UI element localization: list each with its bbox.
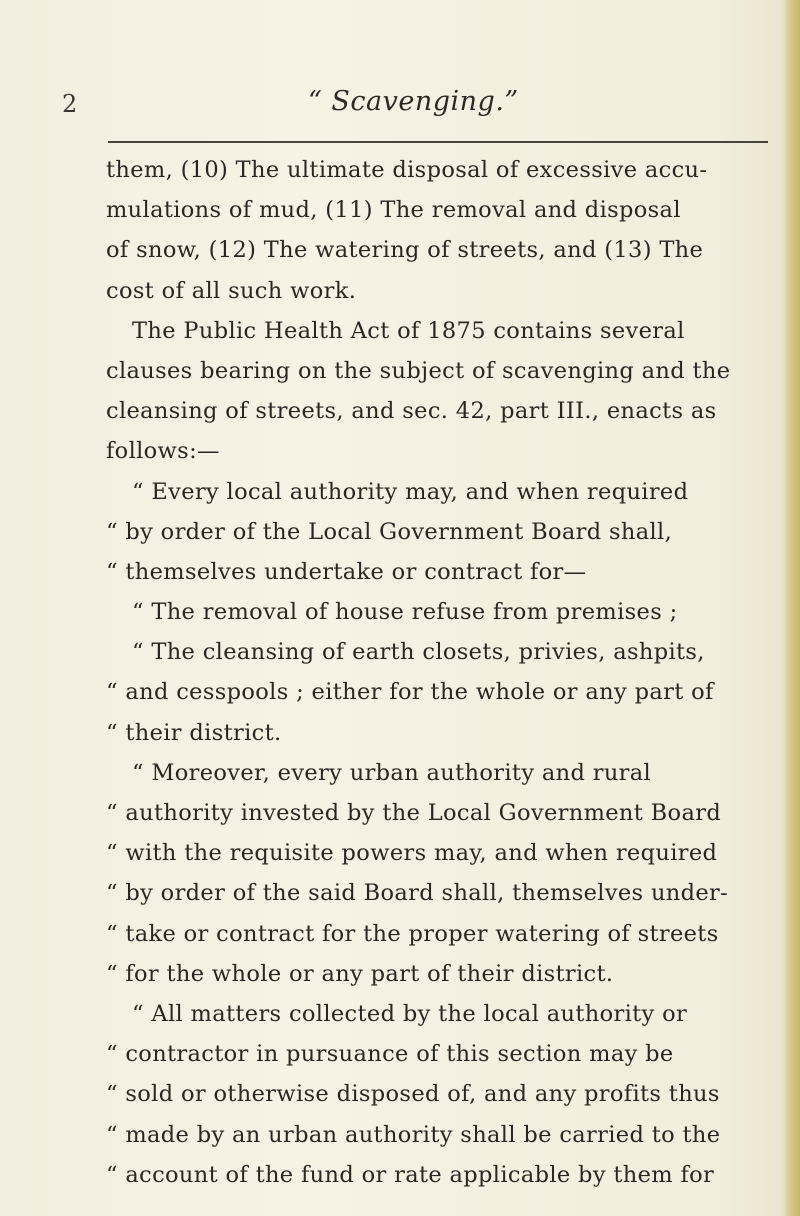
running-head: “ Scavenging.” <box>308 86 519 117</box>
body-text <box>106 150 786 1195</box>
text-line: “ The removal of house refuse from premises ; <box>132 599 678 626</box>
text-line: “ Every local authority may, and when required <box>132 478 689 505</box>
text-line: “ their district. <box>106 719 282 746</box>
text-line: clauses bearing on the subject of scavenging and the <box>106 357 731 384</box>
text-line: of snow, (12) The watering of streets, and (13) The <box>106 237 704 264</box>
text-line: “ themselves undertake or contract for— <box>106 558 587 585</box>
text-line: “ by order of the Local Government Board shall, <box>106 518 673 545</box>
text-line: “ The cleansing of earth closets, privies, ashpits, <box>132 639 705 666</box>
text-line: The Public Health Act of 1875 contains several <box>132 317 685 344</box>
text-line: “ for the whole or any part of their district. <box>106 960 614 987</box>
text-line: “ take or contract for the proper watering of streets <box>106 920 719 947</box>
page-number: 2 <box>62 90 78 118</box>
text-line: them, (10) The ultimate disposal of excessive accu- <box>106 157 708 183</box>
text-line: “ by order of the said Board shall, themselves under- <box>106 880 729 907</box>
page-header <box>0 72 800 122</box>
text-line: “ All matters collected by the local authority or <box>132 1000 688 1027</box>
text-line: “ authority invested by the Local Government Board <box>106 800 722 826</box>
text-line: “ sold or otherwise disposed of, and any profits thus <box>106 1081 720 1108</box>
text-line: cost of all such work. <box>106 277 357 304</box>
text-line: “ with the requisite powers may, and when required <box>106 840 718 867</box>
header-rule <box>108 141 768 143</box>
text-line: “ account of the fund or rate applicable by them for <box>106 1161 715 1188</box>
text-line: “ and cesspools ; either for the whole or any part of <box>106 679 714 706</box>
text-line: cleansing of streets, and sec. 42, part III., enacts as <box>106 398 717 425</box>
text-line: “ Moreover, every urban authority and rural <box>132 759 652 786</box>
text-line: mulations of mud, (11) The removal and disposal <box>106 197 681 224</box>
text-line: follows:— <box>106 438 220 465</box>
text-line: “ made by an urban authority shall be carried to the <box>106 1121 721 1148</box>
text-line: “ contractor in pursuance of this section may be <box>106 1041 674 1068</box>
